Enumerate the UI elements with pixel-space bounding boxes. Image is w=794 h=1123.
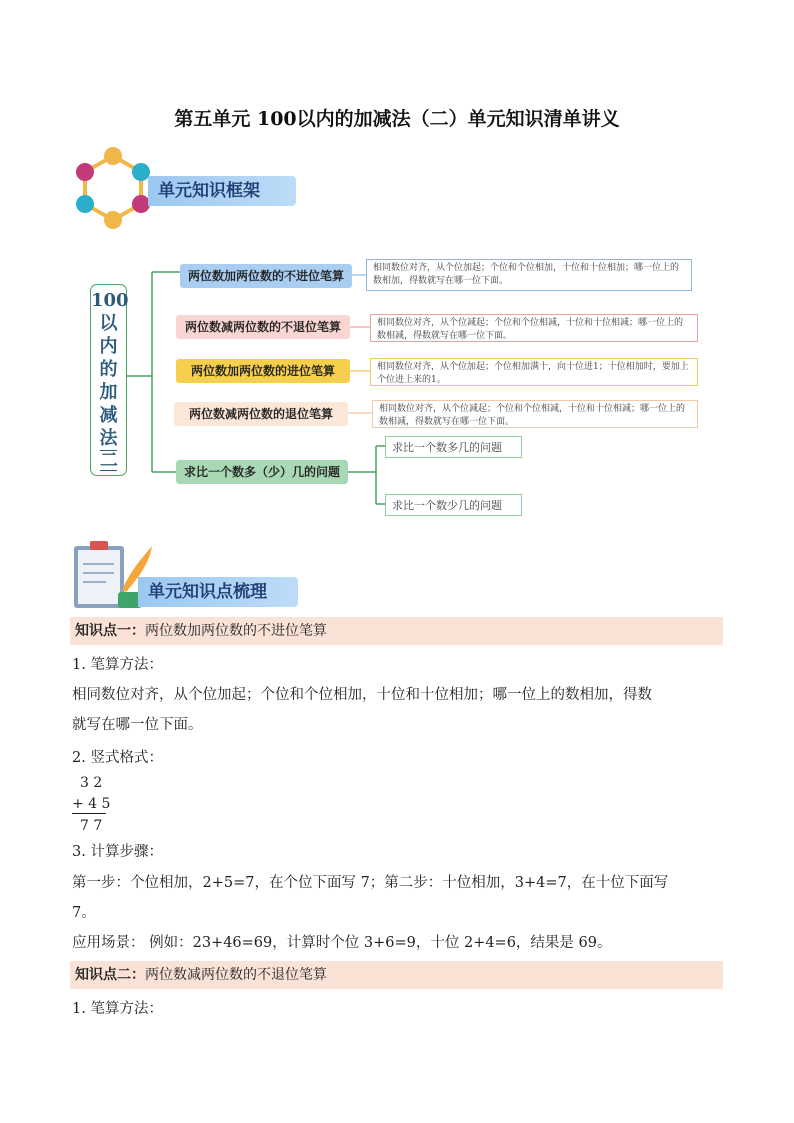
branch-add-no-carry: 两位数加两位数的不进位笔算 bbox=[180, 264, 352, 288]
leaf-sub-borrow: 相同数位对齐，从个位减起；个位和个位相减，十位和十位相减；哪一位上的数相减，得数就写在哪一位下面。 bbox=[372, 400, 698, 428]
kp1-format-title: 2. 竖式格式： bbox=[72, 750, 163, 766]
mindmap-root bbox=[90, 284, 127, 476]
root-line: 加 bbox=[99, 382, 118, 403]
kp1-steps-title: 3. 计算步骤： bbox=[72, 844, 163, 860]
kp1-method-text-1: 相同数位对齐，从个位加起；个位和个位相加，十位和十位相加；哪一位上的数相加，得数 bbox=[72, 687, 652, 703]
root-line: 内 bbox=[99, 336, 118, 357]
leaf-less-than: 求比一个数少几的问题 bbox=[385, 494, 522, 516]
section-points-title: 单元知识点梳理 bbox=[148, 582, 267, 602]
leaf-add-carry: 相同数位对齐，从个位加起；个位相加满十，向十位进1；十位相加时，要加上个位进上来的1。 bbox=[370, 358, 698, 386]
kp1-method-text-2: 就写在哪一位下面。 bbox=[72, 717, 203, 733]
kp1-steps-text-2: 7。 bbox=[72, 905, 96, 921]
kp1-prefix: 知识点一： bbox=[75, 623, 145, 639]
vertical-calc-addend: + 4 5 bbox=[72, 796, 111, 812]
branch-compare-problems: 求比一个数多（少）几的问题 bbox=[176, 460, 348, 484]
kp2-bar bbox=[70, 961, 723, 989]
kp2-title: 两位数减两位数的不退位笔算 bbox=[145, 967, 327, 983]
section-framework-title: 单元知识框架 bbox=[158, 181, 260, 201]
kp1-method-title: 1. 笔算方法： bbox=[72, 657, 163, 673]
kp1-steps-text-1: 第一步：个位相加，2+5=7，在个位下面写 7；第二步：十位相加，3+4=7，在十位下面写 bbox=[72, 875, 669, 891]
root-line: 法 bbox=[99, 428, 118, 449]
root-line: 的 bbox=[99, 359, 118, 380]
vertical-calc-result: 7 7 bbox=[80, 818, 103, 834]
page-title: 第五单元 100以内的加减法（二）单元知识清单讲义 bbox=[174, 108, 620, 130]
root-line: 以 bbox=[99, 313, 118, 334]
kp1-apply-text: 应用场景： 例如：23+46=69，计算时个位 3+6=9，十位 2+4=6，结果是 69。 bbox=[72, 935, 612, 951]
kp1-title: 两位数加两位数的不进位笔算 bbox=[145, 623, 327, 639]
section-points-banner bbox=[138, 577, 298, 607]
root-line: 减 bbox=[99, 405, 118, 426]
vertical-calc-top: 3 2 bbox=[80, 775, 103, 791]
branch-sub-borrow: 两位数减两位数的退位笔算 bbox=[174, 402, 348, 426]
leaf-more-than: 求比一个数多几的问题 bbox=[385, 436, 522, 458]
branch-sub-no-borrow: 两位数减两位数的不退位笔算 bbox=[176, 315, 350, 339]
leaf-add-no-carry: 相同数位对齐，从个位加起；个位和个位相加，十位和十位相加；哪一位上的数相加，得数就写在哪一位下面。 bbox=[366, 259, 692, 291]
kp1-bar bbox=[70, 617, 723, 645]
kp2-method-title: 1. 笔算方法： bbox=[72, 1001, 163, 1017]
branch-add-carry: 两位数加两位数的进位笔算 bbox=[176, 359, 350, 383]
leaf-sub-no-borrow: 相同数位对齐，从个位减起；个位和个位相减，十位和十位相减；哪一位上的数相减，得数就写在哪一位下面。 bbox=[370, 314, 698, 342]
vertical-calc-line bbox=[72, 813, 106, 814]
root-line: 100 bbox=[91, 290, 129, 311]
root-line: 二 bbox=[100, 450, 118, 471]
kp2-prefix: 知识点二： bbox=[75, 967, 145, 983]
